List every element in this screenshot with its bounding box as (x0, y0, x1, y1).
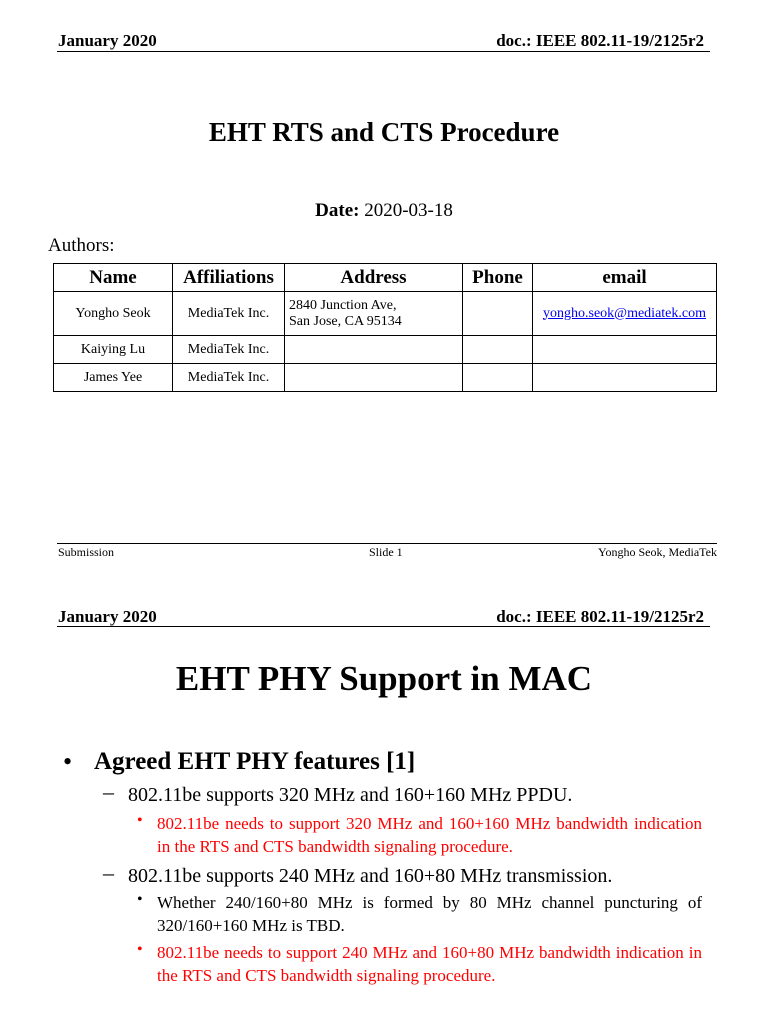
author-email (533, 292, 717, 336)
dash-icon: – (103, 860, 114, 885)
author-email (533, 336, 717, 364)
bullet-dot-icon: • (137, 891, 143, 908)
header-rule (57, 51, 710, 52)
footer-slide-number: Slide 1 (369, 545, 403, 559)
author-address (285, 292, 463, 336)
author-name: Kaiying Lu (54, 336, 173, 364)
bullet-level3: Whether 240/160+80 MHz is formed by 80 MHz channel puncturing of 320/160+160 MHz is TBD. (157, 893, 702, 935)
table-header-row (54, 264, 717, 292)
author-phone (463, 292, 533, 336)
bullet-level2: 802.11be supports 240 MHz and 160+80 MHz transmission. (128, 865, 613, 887)
dash-icon: – (103, 779, 114, 804)
author-affiliation: MediaTek Inc. (173, 336, 285, 364)
address-line-2: San Jose, CA 95134 (289, 313, 402, 329)
bullet-dot-icon: • (137, 812, 143, 829)
authors-table (53, 263, 717, 392)
address-line-1: 2840 Junction Ave, (289, 297, 397, 313)
col-header-affiliations: Affiliations (173, 264, 285, 292)
footer-rule (57, 543, 717, 544)
table-row (54, 336, 717, 364)
col-header-name: Name (54, 264, 173, 292)
author-address (285, 364, 463, 392)
authors-label: Authors: (48, 235, 115, 256)
col-header-address: Address (285, 264, 463, 292)
author-phone (463, 336, 533, 364)
bullet-level1: Agreed EHT PHY features [1] (94, 748, 416, 775)
date-value: 2020-03-18 (364, 200, 453, 221)
bullet-dot-icon: • (137, 941, 143, 958)
author-name: James Yee (54, 364, 173, 392)
footer-submission: Submission (58, 545, 115, 559)
table-row (54, 364, 717, 392)
col-header-phone: Phone (463, 264, 533, 292)
date-label: Date: (315, 200, 360, 221)
header-date: January 2020 (58, 31, 157, 50)
date-line (0, 200, 768, 222)
slide-title: EHT PHY Support in MAC (175, 659, 593, 698)
header-date: January 2020 (58, 607, 157, 626)
email-link[interactable]: yongho.seok@mediatek.com (543, 305, 706, 321)
author-email (533, 364, 717, 392)
bullet-dot-icon: • (63, 747, 73, 776)
slide-title: EHT RTS and CTS Procedure (208, 117, 560, 147)
col-header-email: email (533, 264, 717, 292)
author-affiliation: MediaTek Inc. (173, 364, 285, 392)
author-phone (463, 364, 533, 392)
author-address (285, 336, 463, 364)
bullet-level2: 802.11be supports 320 MHz and 160+160 MHz PPDU. (128, 784, 573, 806)
author-affiliation: MediaTek Inc. (173, 292, 285, 336)
header-doc-number: doc.: IEEE 802.11-19/2125r2 (496, 607, 704, 626)
footer-author: Yongho Seok, MediaTek (598, 545, 717, 559)
header-rule (57, 626, 710, 627)
bullet-level3-red: 802.11be needs to support 320 MHz and 160+160 MHz bandwidth indication in the RTS and CTS bandwidth signaling procedure. (157, 814, 702, 856)
header-doc-number: doc.: IEEE 802.11-19/2125r2 (496, 31, 704, 50)
table-row (54, 292, 717, 336)
bullet-level3-red: 802.11be needs to support 240 MHz and 160+80 MHz bandwidth indication in the RTS and CTS bandwidth signaling procedure. (157, 943, 702, 985)
author-name: Yongho Seok (54, 292, 173, 336)
